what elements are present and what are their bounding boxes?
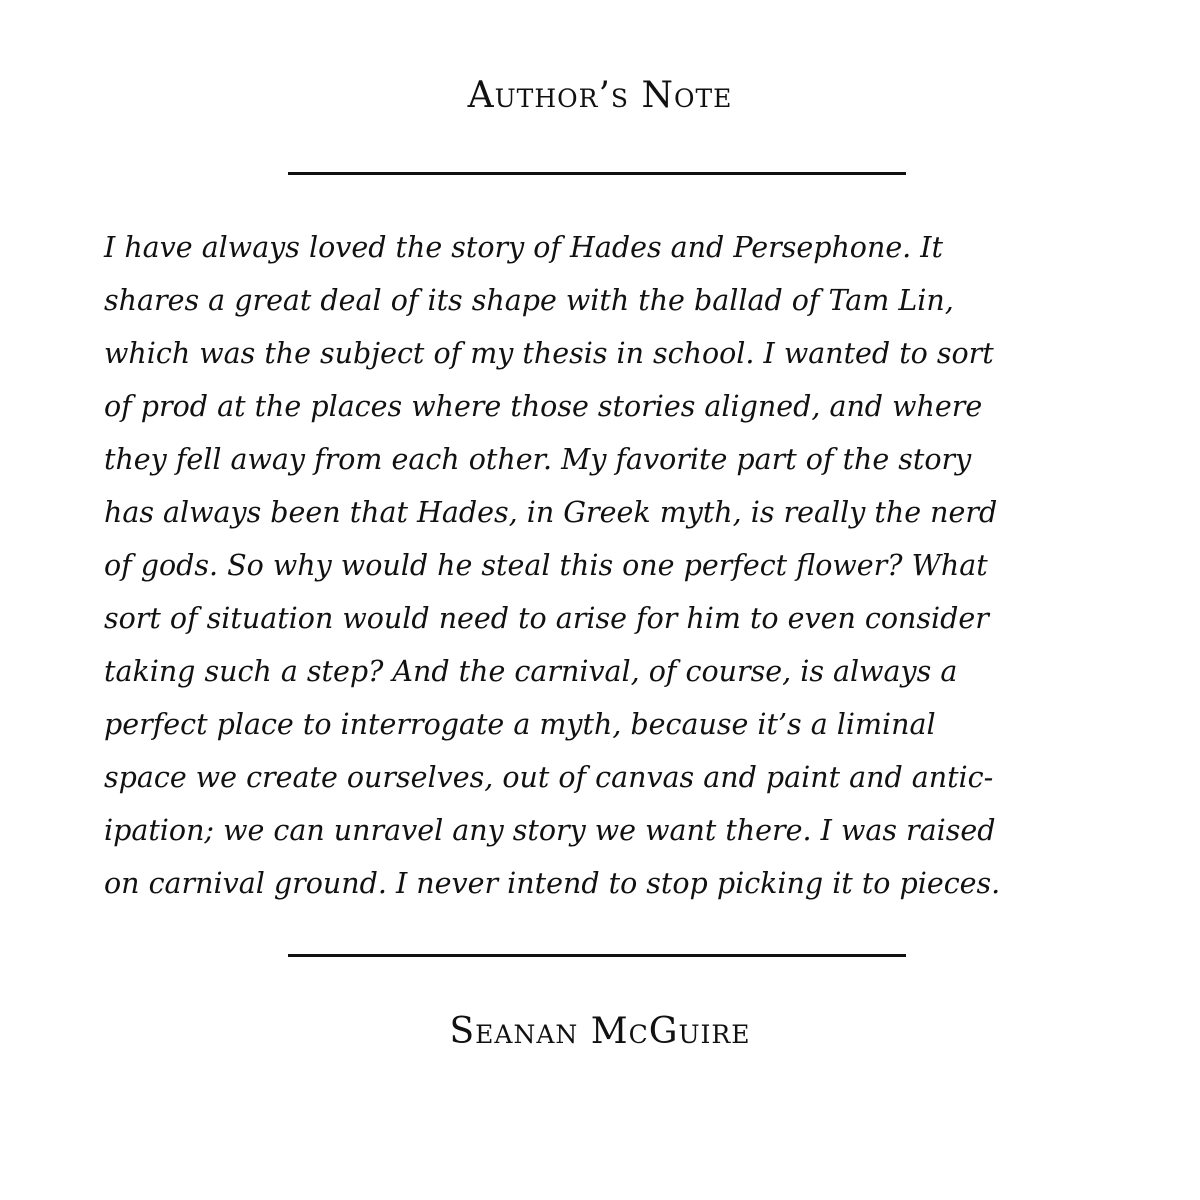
page-title: Author’s Note xyxy=(467,75,733,116)
note-line: on carnival ground. I never intend to stop picking it to pieces. xyxy=(104,867,1001,900)
author-signature: Seanan McGuire xyxy=(449,1011,751,1052)
note-line: has always been that Hades, in Greek myth, is really the nerd xyxy=(104,496,998,529)
note-line: they fell away from each other. My favorite part of the story xyxy=(104,443,972,476)
note-line: sort of situation would need to arise for him to even consider xyxy=(104,602,989,635)
note-line: of gods. So why would he steal this one perfect flower? What xyxy=(104,549,988,582)
note-line: I have always loved the story of Hades and Persephone. It xyxy=(104,231,944,264)
note-line: perfect place to interrogate a myth, because it’s a liminal xyxy=(104,708,936,741)
note-line: space we create ourselves, out of canvas and paint and antic- xyxy=(104,761,994,794)
bottom-divider xyxy=(288,954,906,957)
note-line: taking such a step? And the carnival, of course, is always a xyxy=(104,655,958,688)
note-line: of prod at the places where those stories aligned, and where xyxy=(104,390,983,423)
note-body xyxy=(104,221,1104,910)
note-line: ipation; we can unravel any story we want there. I was raised xyxy=(104,814,996,847)
note-line: which was the subject of my thesis in school. I wanted to sort xyxy=(104,337,994,370)
top-divider xyxy=(288,172,906,175)
note-line: shares a great deal of its shape with the ballad of Tam Lin, xyxy=(104,284,954,317)
